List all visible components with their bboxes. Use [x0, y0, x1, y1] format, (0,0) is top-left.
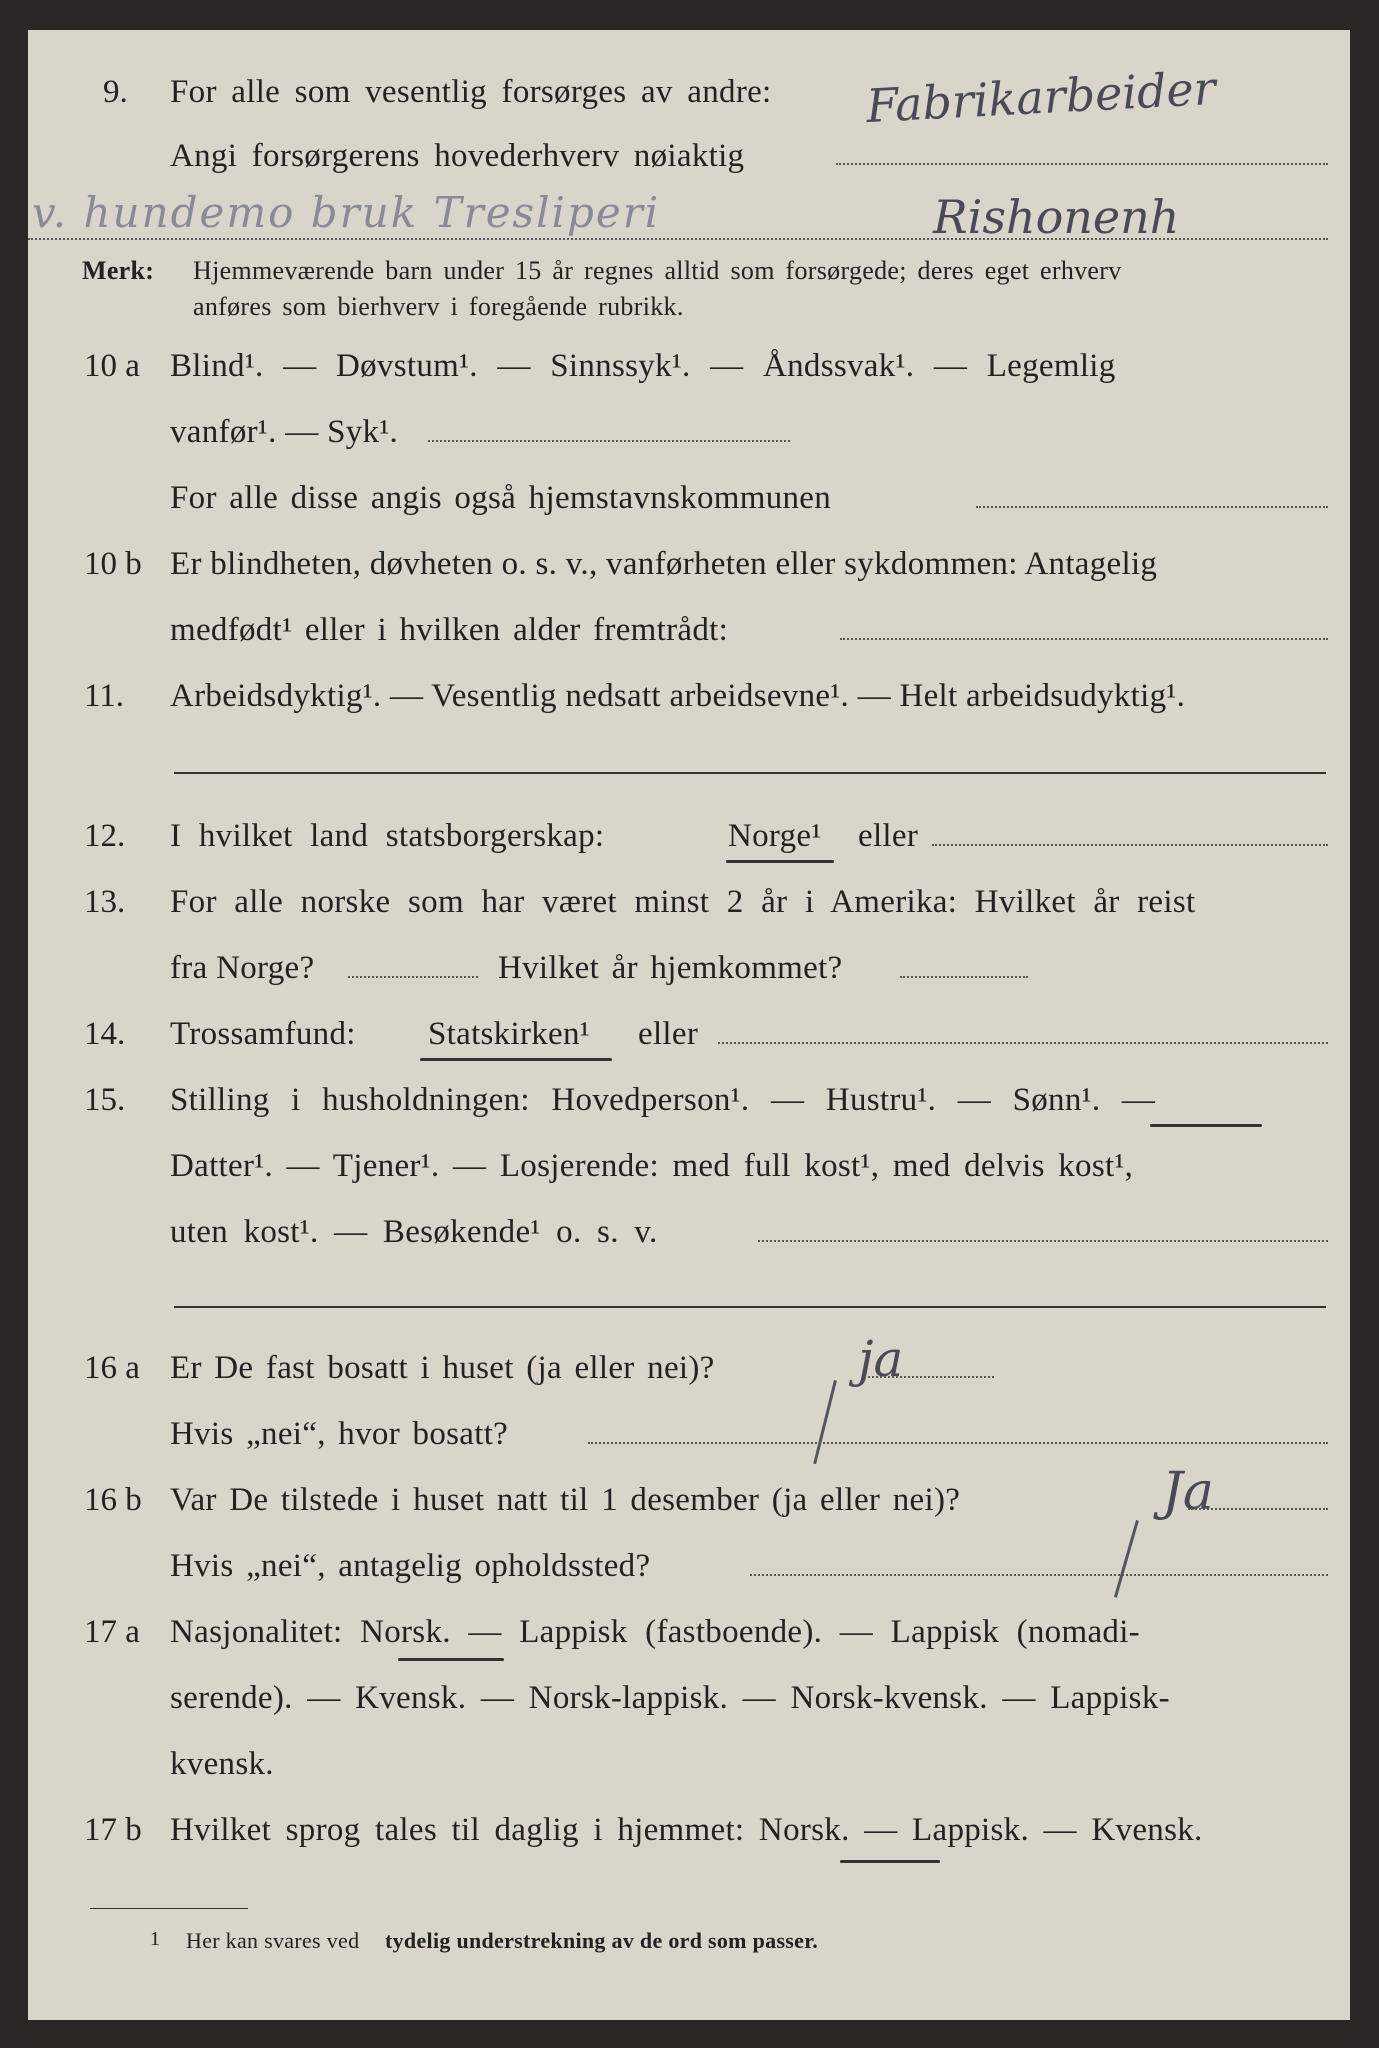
q16a-answer-line — [864, 1376, 994, 1378]
q9-handwritten-employer: v. hundemo bruk Tresliperi — [32, 188, 661, 237]
q9-answer-line — [836, 163, 1328, 165]
q16b-answer-line — [1188, 1508, 1328, 1510]
footnote-rule — [90, 1908, 248, 1909]
q10a-hometown-line — [976, 506, 1328, 508]
q14-statskirken: Statskirken¹ — [428, 1016, 590, 1052]
q16a-checkmark — [813, 1380, 837, 1464]
q10b-line2: medfødt¹ eller i hvilken alder fremtrådt: — [170, 612, 729, 648]
divider-1 — [174, 772, 1326, 774]
q13-left-year-line — [348, 976, 478, 978]
q12-number: 12. — [84, 818, 126, 854]
q16b-checkmark — [1114, 1520, 1139, 1598]
q15-line2: Datter¹. — Tjener¹. — Losjerende: med full kost¹, med delvis kost¹, — [170, 1148, 1134, 1184]
q9-line1: For alle som vesentlig forsørges av andre: — [170, 74, 772, 110]
q12-norge: Norge¹ — [728, 818, 822, 854]
q15-sonn-underline — [1150, 1124, 1262, 1127]
q16a-handwritten-answer: ja — [858, 1330, 904, 1388]
footnote-mark: 1 — [150, 1928, 161, 1950]
footnote-text-bold: tydelig understrekning av de ord som passer. — [385, 1928, 819, 1953]
q12-suffix: eller — [858, 818, 919, 854]
q17b-line1: Hvilket sprog tales til daglig i hjemmet: Norsk. — Lappisk. — Kvensk. — [170, 1812, 1203, 1848]
q16a-line1: Er De fast bosatt i huset (ja eller nei)? — [170, 1350, 715, 1386]
q13-line2b: Hvilket år hjemkommet? — [498, 950, 843, 986]
q14-statskirken-underline — [420, 1058, 612, 1061]
q16b-handwritten-answer: Ja — [1162, 1462, 1214, 1522]
q16b-line2: Hvis „nei“, antagelig opholdssted? — [170, 1548, 651, 1584]
q17a-number: 17 a — [84, 1614, 140, 1650]
q9-number: 9. — [103, 74, 128, 110]
q16b-line1: Var De tilstede i huset natt til 1 desember (ja eller nei)? — [170, 1482, 961, 1518]
census-form-page — [28, 30, 1350, 2020]
q16a-number: 16 a — [84, 1350, 140, 1386]
q15-answer-line — [758, 1240, 1328, 1242]
q12-answer-line — [932, 844, 1328, 846]
q10a-answer-line — [428, 440, 790, 442]
q9-handwritten-occupation: Fabrikarbeider — [864, 60, 1217, 134]
q17b-norsk-underline — [840, 1860, 940, 1863]
q17a-line1: Nasjonalitet: Norsk. — Lappisk (fastboende). — Lappisk (nomadi- — [170, 1614, 1140, 1650]
q16b-location-line — [750, 1574, 1328, 1576]
q14-prefix: Trossamfund: — [170, 1016, 356, 1052]
q15-line3: uten kost¹. — Besøkende¹ o. s. v. — [170, 1214, 658, 1250]
q10b-number: 10 b — [84, 546, 142, 582]
q12-norge-underline — [726, 860, 834, 863]
q14-number: 14. — [84, 1016, 126, 1052]
footnote-text-plain: Her kan svares ved — [186, 1928, 360, 1953]
q12-prefix: I hvilket land statsborgerskap: — [170, 818, 605, 854]
q16a-residence-line — [588, 1442, 1328, 1444]
q13-return-year-line — [900, 976, 1028, 978]
q11-number: 11. — [84, 678, 125, 714]
q10a-line2: vanfør¹. — Syk¹. — [170, 414, 399, 450]
q16b-number: 16 b — [84, 1482, 142, 1518]
q15-number: 15. — [84, 1082, 126, 1118]
q10a-line1: Blind¹. — Døvstum¹. — Sinnssyk¹. — Åndssvak¹. — Legemlig — [170, 348, 1116, 384]
q15-line1: Stilling i husholdningen: Hovedperson¹. — Hustru¹. — Sønn¹. — — [170, 1082, 1156, 1118]
q9-answer-line-2 — [28, 238, 1328, 240]
q9-handwritten-note: Rishonenh — [933, 190, 1180, 244]
merk-line1: Hjemmeværende barn under 15 år regnes alltid som forsørgede; deres eget erhverv — [193, 256, 1122, 285]
q17b-number: 17 b — [84, 1812, 142, 1848]
q10a-line3: For alle disse angis også hjemstavnskommunen — [170, 480, 832, 516]
q11-line1: Arbeidsdyktig¹. — Vesentlig nedsatt arbeidsevne¹. — Helt arbeidsudyktig¹. — [170, 678, 1186, 714]
q17a-norsk-underline — [398, 1658, 504, 1661]
q16a-line2: Hvis „nei“, hvor bosatt? — [170, 1416, 509, 1452]
q13-line1: For alle norske som har været minst 2 år i Amerika: Hvilket år reist — [170, 884, 1196, 920]
q10b-answer-line — [840, 638, 1328, 640]
q14-suffix: eller — [638, 1016, 699, 1052]
q9-line2: Angi forsørgerens hovederhverv nøiaktig — [170, 138, 745, 174]
divider-2 — [174, 1306, 1326, 1308]
q10a-number: 10 a — [84, 348, 140, 384]
q17a-line2: serende). — Kvensk. — Norsk-lappisk. — Norsk-kvensk. — Lappisk- — [170, 1680, 1170, 1716]
q10b-line1: Er blindheten, døvheten o. s. v., vanførheten eller sykdommen: Antagelig — [170, 546, 1158, 582]
q13-number: 13. — [84, 884, 126, 920]
q17a-line3: kvensk. — [170, 1746, 274, 1782]
q14-answer-line — [718, 1042, 1328, 1044]
q13-line2a: fra Norge? — [170, 950, 315, 986]
merk-line2: anføres som bierhverv i foregående rubrikk. — [193, 292, 684, 321]
merk-label: Merk: — [82, 256, 155, 285]
